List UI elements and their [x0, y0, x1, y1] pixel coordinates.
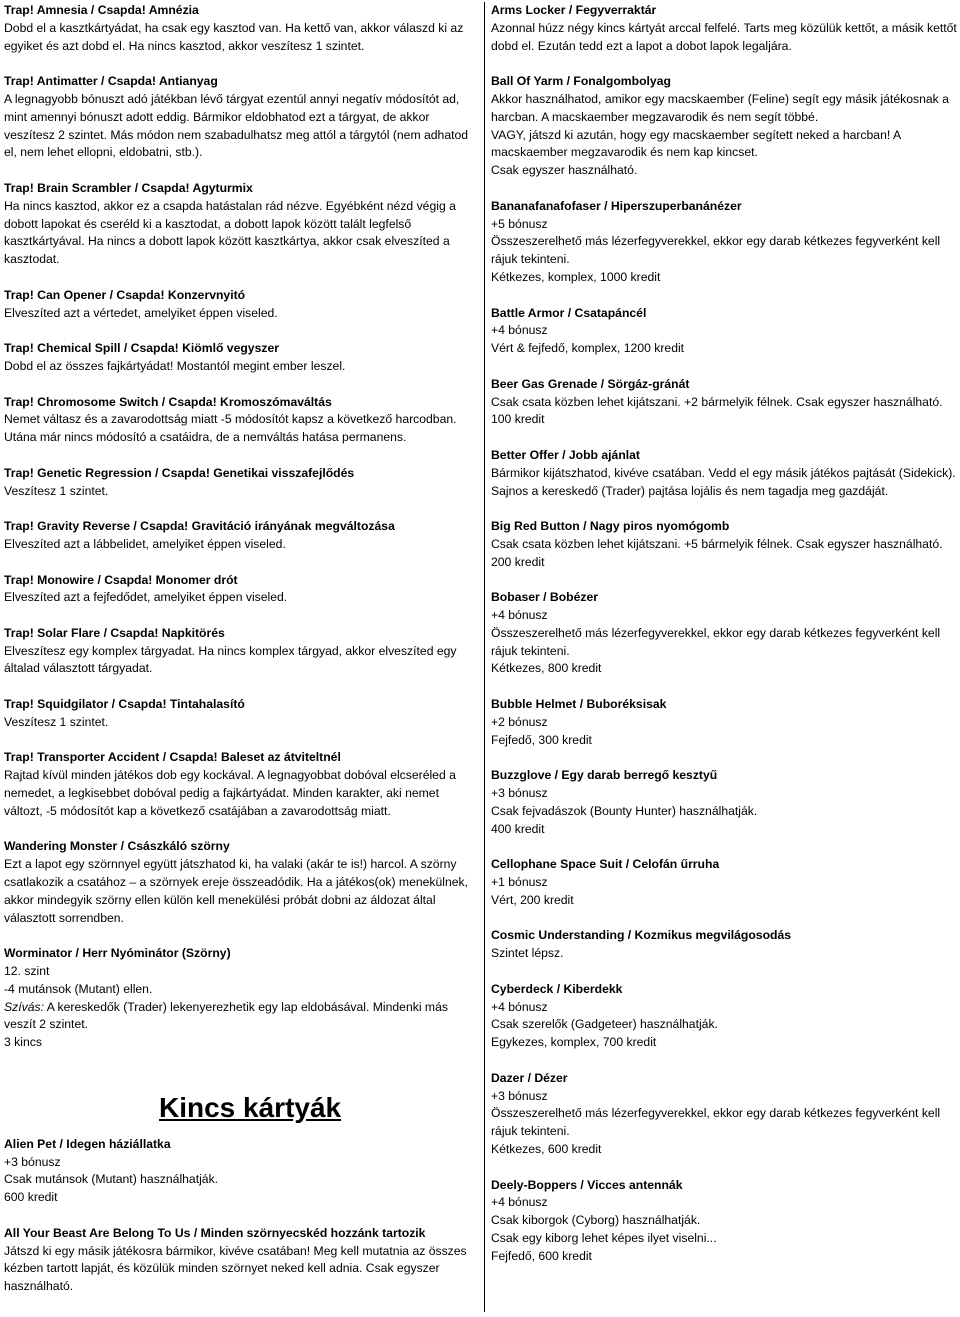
card-title: Trap! Squidgilator / Csapda! Tintahalasító — [4, 697, 245, 712]
card-text: Csak csata közben lehet kijátszani. +5 bármelyik félnek. Csak egyszer használható. — [491, 536, 943, 551]
card-text: Nemet váltasz és a zavarodottság miatt -5 módosítót kapsz a következő harcodban. Utána már nincs módosító a csatáidra, de a nemváltás hatása permanens. — [4, 412, 457, 445]
card-text: Akkor használhatod, amikor egy macskaember (Feline) segít egy másik játékosnak a harcban. A macskaember megzavarodik és nem segít többé. — [491, 91, 949, 124]
card-text: Bármikor kijátszhatod, kivéve csatában. Vedd el egy másik játékos pajtását (Sidekick). Sajnos a kereskedő (Trader) pajtása lojális és nem tagadja meg gazdáját. — [491, 465, 956, 498]
card-entry — [4, 518, 478, 554]
card-text: Rajtad kívül minden játékos dob egy kockával. A legnagyobbat dobóval elcseréled a nemedet, a legkisebbet dobóval pedig a fajkártyádat. Minden karakter, aki nemet változt, -5 módosítót kap a következő csatájában a zavarodottság miatt. — [4, 768, 456, 818]
card-title: Dazer / Dézer — [491, 1070, 568, 1085]
card-text: VAGY, játszd ki azután, hogy egy macskaember segített neked a harcban! A macskaember megzavarodik és nem kap kincset. — [491, 127, 901, 160]
card-title: Alien Pet / Idegen háziállatka — [4, 1136, 171, 1151]
card-title: All Your Beast Are Belong To Us / Minden szörnyecskéd hozzánk tartozik — [4, 1225, 426, 1240]
card-entry — [491, 1070, 957, 1159]
card-entry — [491, 2, 957, 55]
card-entry — [491, 767, 957, 838]
card-text: Csak szerelők (Gadgeteer) használhatják. — [491, 1017, 718, 1032]
card-title: Trap! Solar Flare / Csapda! Napkitörés — [4, 625, 225, 640]
card-entry — [491, 73, 957, 180]
card-title: Cellophane Space Suit / Celofán űrruha — [491, 857, 720, 872]
card-text: Csak egy kiborg lehet képes ilyet viselni... — [491, 1230, 717, 1245]
card-text: Ha nincs kasztod, akkor ez a csapda hatástalan rád nézve. Egyébként nézd végig a dobott lapokat és cseréld ki a kasztodat, a dobott lapok között talált legfelső kasztkártyával. Ha nincs a dobott lapok között kasztkártya, akkor csak elveszíted a kasztodat. — [4, 198, 456, 267]
card-text: Elveszíted azt a fejfedődet, amelyiket éppen viseled. — [4, 590, 288, 605]
trap-list — [4, 2, 478, 927]
card-text: +5 bónusz — [491, 216, 548, 231]
card-text: Dobd el a kasztkártyádat, ha csak egy kasztod van. Ha kettő van, akkor válaszd ki az egyiket és azt dobd el. Ha nincs kasztod, akkor veszítesz 1 szintet. — [4, 20, 464, 53]
card-text: Kétkezes, komplex, 1000 kredit — [491, 269, 661, 284]
card-text: 200 kredit — [491, 554, 545, 569]
card-level: 12. szint — [4, 964, 50, 979]
card-text: +3 bónusz — [4, 1154, 61, 1169]
card-text: Összeszerelhető más lézerfegyverekkel, ekkor egy darab kétkezes fegyverként kell rájuk tekinteni. — [491, 1106, 941, 1139]
card-text: Elveszítesz egy komplex tárgyadat. Ha nincs komplex tárgyad, akkor elveszíted egy általad választott tárgyadat. — [4, 643, 457, 676]
card-title: Trap! Gravity Reverse / Csapda! Gravitáció irányának megváltozása — [4, 519, 395, 534]
card-treasure: 3 kincs — [4, 1035, 42, 1050]
card-entry — [4, 73, 478, 162]
card-text: Összeszerelhető más lézerfegyverekkel, ekkor egy darab kétkezes fegyverként kell rájuk tekinteni. — [491, 625, 941, 658]
card-entry — [491, 696, 957, 749]
card-title: Bananafanafofaser / Hiperszuperbanánézer — [491, 198, 742, 213]
card-text: Azonnal húzz négy kincs kártyát arccal felfelé. Tarts meg közülük kettőt, a másik kettőt dobd el. Ezután tedd ezt a lapot a dobot lapok legaljára. — [491, 20, 957, 53]
card-text: Elveszíted azt a vértedet, amelyiket éppen viseled. — [4, 305, 278, 320]
card-title: Worminator / Herr Nyóminátor (Szörny) — [4, 946, 231, 961]
spacer — [4, 1070, 478, 1090]
card-entry — [4, 180, 478, 269]
card-title: Ball Of Yarm / Fonalgombolyag — [491, 74, 671, 89]
card-text: Fejfedő, 300 kredit — [491, 732, 592, 747]
card-text: Fejfedő, 600 kredit — [491, 1248, 592, 1263]
card-text: Vért & fejfedő, komplex, 1200 kredit — [491, 341, 685, 356]
card-title: Buzzglove / Egy darab berregő kesztyű — [491, 768, 718, 783]
card-entry — [4, 465, 478, 501]
card-entry — [4, 2, 478, 55]
card-text: Játszd ki egy másik játékosra bármikor, kivéve csatában! Meg kell mutatnia az összes kézben tartott lapját, és közülük minden szörnyet neked kell adnia. Csak egyszer használható. — [4, 1243, 467, 1294]
card-text: +4 bónusz — [491, 999, 548, 1014]
card-text: 600 kredit — [4, 1190, 58, 1205]
card-text: +4 bónusz — [491, 1195, 548, 1210]
card-entry — [4, 1225, 478, 1296]
card-text: Csak kiborgok (Cyborg) használhatják. — [491, 1213, 701, 1228]
left-column — [4, 2, 478, 1314]
treasure-list-left — [4, 1136, 478, 1296]
card-text: Veszítesz 1 szintet. — [4, 714, 109, 729]
card-text: 100 kredit — [491, 412, 545, 427]
card-entry — [491, 1177, 957, 1266]
card-text: +1 bónusz — [491, 875, 548, 890]
card-entry — [4, 572, 478, 608]
card-title: Trap! Brain Scrambler / Csapda! Agyturmix — [4, 180, 253, 195]
card-title: Trap! Monowire / Csapda! Monomer drót — [4, 572, 238, 587]
bad-stuff-label: Szívás: — [4, 999, 44, 1014]
card-title: Beer Gas Grenade / Sörgáz-gránát — [491, 376, 690, 391]
card-title: Deely-Boppers / Vicces antennák — [491, 1177, 683, 1192]
card-entry — [491, 589, 957, 678]
card-text: Csak egyszer használható. — [491, 163, 638, 178]
card-title: Trap! Genetic Regression / Csapda! Genetikai visszafejlődés — [4, 465, 355, 480]
card-entry — [4, 287, 478, 323]
card-text: +3 bónusz — [491, 1088, 548, 1103]
card-entry — [4, 696, 478, 732]
card-entry — [491, 305, 957, 358]
card-title: Trap! Antimatter / Csapda! Antianyag — [4, 74, 218, 89]
card-bad-stuff — [4, 999, 478, 1035]
card-text: A legnagyobb bónuszt adó játékban lévő tárgyat ezentúl annyi negatív módosítót ad, mint amennyi bónuszt adott eddig. Bármikor eldobhatod ezt a tárgyat, de akkor veszítesz 2 szintet. Más módon nem szabadulhatsz meg attól a tárgytól (nem adhatod el, nem lehet ellopni, eldobatni, stb.). — [4, 91, 469, 160]
card-title: Bubble Helmet / Buboréksisak — [491, 697, 667, 712]
card-text: +3 bónusz — [491, 786, 548, 801]
card-entry — [4, 340, 478, 376]
card-title: Arms Locker / Fegyverraktár — [491, 3, 657, 17]
card-text: Ezt a lapot egy szörnnyel együtt játszhatod ki, ha valaki (akár te is!) harcol. A szörny csatlakozik a csatához – a szörnyek ereje összeadódik. Ha a játékos(ok) menekülnek, akkor mindegyik szörny ellen külön kell menekülési próbát dobni az áldozat által választott sorrendben. — [4, 857, 469, 925]
card-entry — [491, 927, 957, 963]
card-title: Battle Armor / Csatapáncél — [491, 305, 647, 320]
card-text: +2 bónusz — [491, 714, 548, 729]
card-title: Trap! Chemical Spill / Csapda! Kiömlő vegyszer — [4, 341, 279, 356]
card-text: +4 bónusz — [491, 323, 548, 338]
card-entry — [491, 856, 957, 909]
card-entry — [4, 394, 478, 447]
card-text: +4 bónusz — [491, 608, 548, 623]
card-text: Csak csata közben lehet kijátszani. +2 bármelyik félnek. Csak egyszer használható. — [491, 394, 943, 409]
card-text: Dobd el az összes fajkártyádat! Mostantól megint ember leszel. — [4, 358, 346, 373]
card-entry — [491, 981, 957, 1052]
card-text: Vért, 200 kredit — [491, 892, 574, 907]
card-title: Wandering Monster / Császkáló szörny — [4, 839, 230, 854]
treasure-list-right — [491, 2, 957, 1266]
card-text: Csak fejvadászok (Bounty Hunter) használhatják. — [491, 803, 758, 818]
card-entry — [4, 838, 478, 927]
card-title: Trap! Can Opener / Csapda! Konzervnyitó — [4, 287, 246, 302]
card-title: Trap! Transporter Accident / Csapda! Baleset az átviteltnél — [4, 750, 341, 765]
card-title: Trap! Amnesia / Csapda! Amnézia — [4, 3, 199, 17]
card-title: Trap! Chromosome Switch / Csapda! Kromoszómaváltás — [4, 394, 332, 409]
bad-stuff-text: A kereskedők (Trader) lekenyerezhetik egy lap eldobásával. Mindenki más veszít 2 szintet. — [4, 999, 448, 1032]
card-text: Csak mutánsok (Mutant) használhatják. — [4, 1172, 219, 1187]
card-entry — [491, 447, 957, 500]
card-entry — [491, 198, 957, 287]
section-heading: Kincs kártyák — [159, 1091, 342, 1123]
card-title: Cyberdeck / Kiberdekk — [491, 981, 623, 996]
card-title: Cosmic Understanding / Kozmikus megvilágosodás — [491, 928, 792, 943]
card-text: 400 kredit — [491, 821, 545, 836]
card-entry — [491, 376, 957, 429]
right-column — [491, 2, 957, 1283]
card-text: Elveszíted azt a lábbelidet, amelyiket éppen viseled. — [4, 536, 286, 551]
column-divider — [484, 2, 485, 1312]
card-entry — [491, 518, 957, 571]
card-entry-worminator — [4, 945, 478, 1052]
card-title: Big Red Button / Nagy piros nyomógomb — [491, 519, 730, 534]
card-entry — [4, 625, 478, 678]
card-entry — [4, 749, 478, 820]
card-mutant-modifier: -4 mutánsok (Mutant) ellen. — [4, 981, 153, 996]
card-text: Kétkezes, 800 kredit — [491, 661, 602, 676]
card-text: Szintet lépsz. — [491, 946, 564, 961]
card-text: Kétkezes, 600 kredit — [491, 1142, 602, 1156]
card-text: Veszítesz 1 szintet. — [4, 483, 109, 498]
card-text: Összeszerelhető más lézerfegyverekkel, ekkor egy darab kétkezes fegyverként kell rájuk tekinteni. — [491, 234, 941, 267]
card-title: Bobaser / Bobézer — [491, 590, 599, 605]
card-text: Egykezes, komplex, 700 kredit — [491, 1035, 657, 1050]
card-title: Better Offer / Jobb ajánlat — [491, 447, 640, 462]
card-entry — [4, 1136, 478, 1207]
